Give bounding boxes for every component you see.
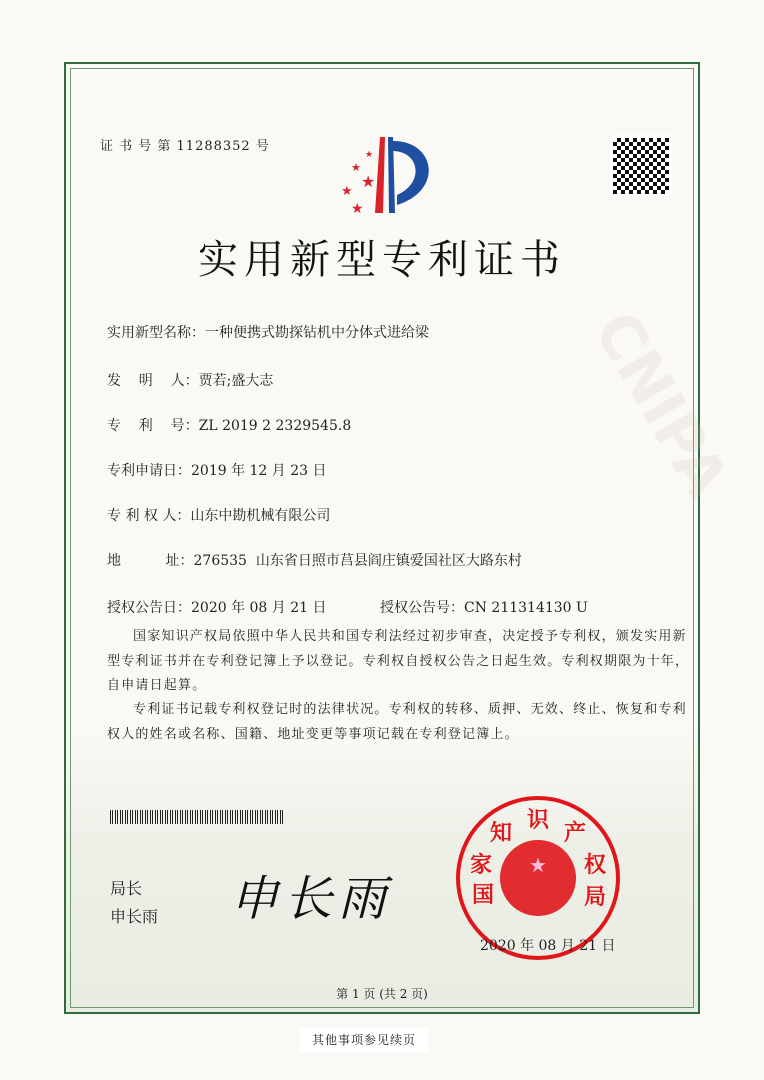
svg-text:家: 家 (470, 852, 493, 878)
field-label: 授权公告日： (107, 600, 191, 616)
svg-text:★: ★ (351, 161, 361, 174)
continuation-note: 其他事项参见续页 (300, 1028, 428, 1052)
field-utility-model-name (107, 322, 429, 342)
certificate-number: 证 书 号 第 11288352 号 (100, 139, 270, 154)
field-value: 山东中勘机械有限公司 (190, 508, 331, 524)
barcode (110, 810, 285, 824)
qr-code (610, 135, 672, 197)
field-label: 授权公告号： (380, 600, 464, 616)
svg-text:★: ★ (341, 184, 353, 199)
field-address (107, 550, 522, 570)
svg-text:知: 知 (490, 820, 513, 846)
field-grant-date (107, 597, 327, 617)
field-value: ZL 2019 2 2329545.8 (198, 418, 352, 434)
field-value: 2020 年 08 月 21 日 (191, 600, 327, 616)
svg-text:局: 局 (584, 884, 607, 910)
field-value: 2019 年 12 月 23 日 (191, 463, 327, 479)
field-label: 地 址： (107, 553, 194, 569)
signatory-name: 申长雨 (110, 907, 159, 926)
field-grant-number (380, 597, 588, 617)
seal-date: 2020 年 08 月 21 日 (480, 938, 616, 954)
svg-text:★: ★ (351, 201, 364, 217)
field-value: 一种便携式勘探钻机中分体式进给梁 (205, 325, 429, 341)
field-label: 发 明 人： (107, 373, 199, 389)
svg-text:★: ★ (529, 853, 547, 877)
statement-paragraph: 专利证书记载专利权登记时的法律状况。专利权的转移、质押、无效、终止、恢复和专利权人的姓名或名称、国籍、地址变更等事项记载在专利登记簿上。 (107, 702, 687, 742)
page-number: 第 1 页 (共 2 页) (336, 987, 428, 1001)
field-label: 专 利 号： (107, 418, 199, 434)
statement-paragraph: 国家知识产权局依照中华人民共和国专利法经过初步审查，决定授予专利权，颁发实用新型专利证书并在专利登记簿上予以登记。专利权自授权公告之日起生效。专利权期限为十年，自申请日起算。 (107, 629, 690, 693)
field-label: 实用新型名称： (107, 325, 205, 341)
svg-text:识: 识 (527, 807, 550, 833)
svg-text:产: 产 (564, 820, 587, 846)
field-value: CN 211314130 U (464, 600, 588, 616)
svg-text:★: ★ (365, 150, 374, 160)
cnipa-logo (325, 135, 440, 220)
svg-text:国: 国 (472, 882, 495, 908)
signatory-title: 局长 (110, 879, 143, 898)
field-patentee (107, 505, 330, 525)
svg-text:权: 权 (584, 852, 607, 878)
field-inventor (107, 370, 273, 390)
field-application-date (107, 460, 327, 480)
field-value: 276535 山东省日照市莒县阎庄镇爱国社区大路东村 (193, 553, 522, 569)
field-value: 贾若;盛大志 (198, 373, 274, 389)
watermark: CNIPA (580, 300, 742, 510)
field-label: 专 利 权 人： (107, 508, 191, 524)
svg-text:★: ★ (361, 172, 376, 191)
field-label: 专利申请日： (107, 463, 191, 479)
page-title: 实用新型专利证书 (198, 237, 566, 283)
signature: 申长雨 (230, 871, 393, 927)
field-patent-number (107, 415, 351, 435)
